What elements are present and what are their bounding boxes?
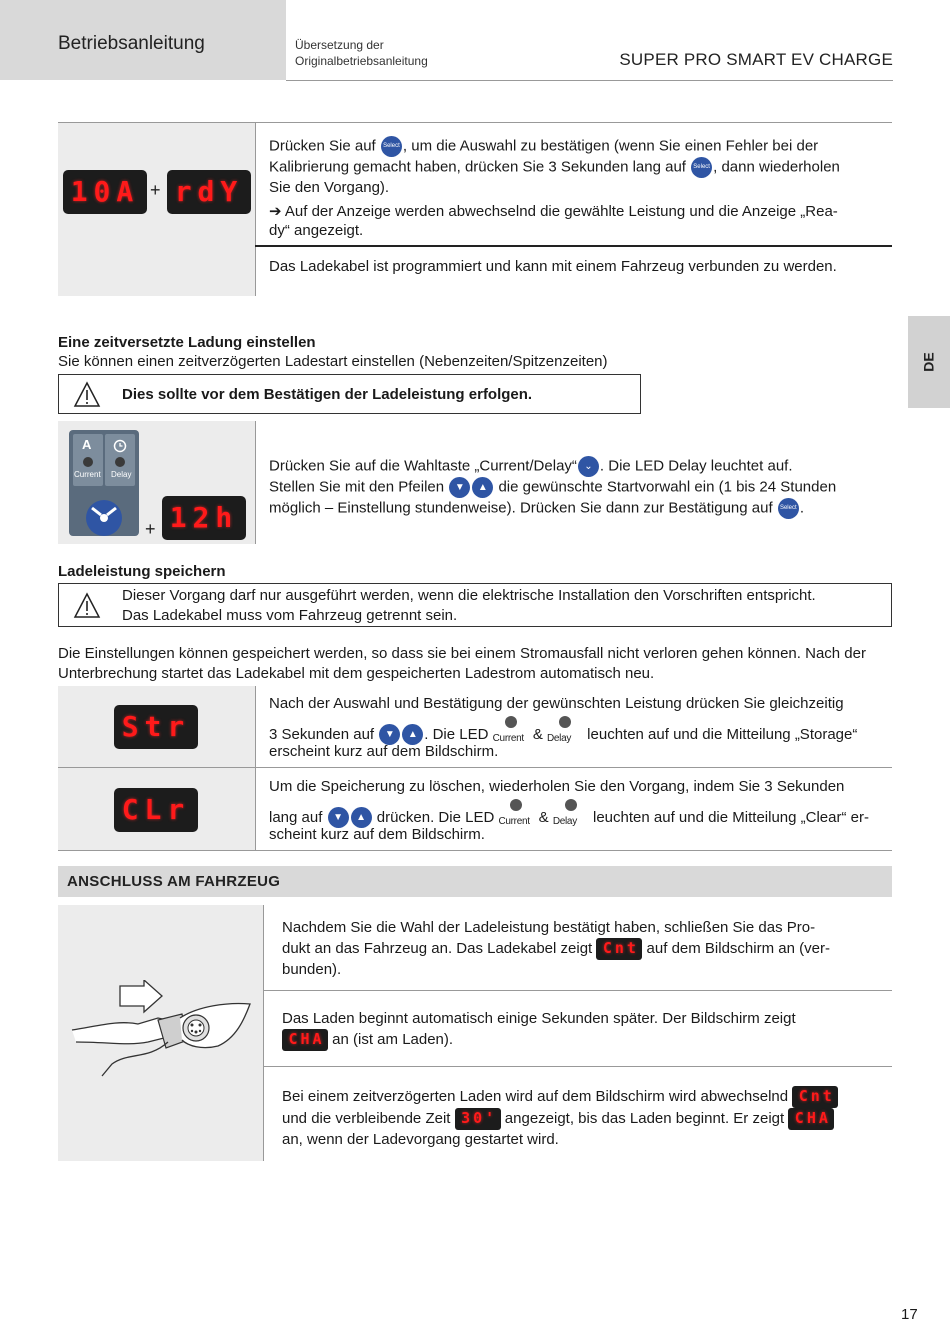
select-button-icon: Select	[691, 157, 712, 178]
instruction-confirm: Drücken Sie auf Select , um die Auswahl zu bestätigen (wenn Sie einen Fehler bei der Kalibrierung gemacht haben, drücken Sie 3 Sekunden lang auf Select , dann wiederholen Sie den Vorgang). ➔ Auf der Anzeige werden abwechselnd die gewählte Leistung und die Anzeige „Rea- dy“ angezeigt.	[269, 137, 840, 239]
store-instructions: Nach der Auswahl und Bestätigung der gewünschten Leistung drücken Sie gleichzeitig 3 Sekunden auf ▼ ▲ . Die LED Current & Delay leuchten auf und die Mitteilung „Storage“ erscheint kurz auf dem Bildschirm.	[269, 695, 858, 760]
plus-sign: +	[145, 519, 156, 539]
warning-text: Dies sollte vor dem Bestätigen der Ladeleistung erfolgen.	[122, 386, 533, 403]
display-30min: 30'	[455, 1108, 501, 1130]
section-title-delay: Eine zeitversetzte Ladung einstellen	[58, 334, 316, 351]
warning-icon	[73, 592, 101, 619]
led-current	[83, 457, 93, 467]
display-10a: 10A	[63, 170, 147, 214]
page-number: 17	[901, 1306, 918, 1323]
cell-divider	[263, 905, 264, 1161]
led-current-icon: Current	[498, 803, 534, 833]
clear-instructions: Um die Speicherung zu löschen, wiederholen Sie den Vorgang, indem Sie 3 Sekunden lang auf ▼ ▲ drücken. Die LED Current & Delay leuchten auf und die Mitteilung „Clear“ er- scheint kurz auf dem Bildschirm.	[269, 778, 869, 843]
arrow-down-icon: ▼	[449, 477, 470, 498]
arrow-up-icon: ▲	[402, 724, 423, 745]
select-button-icon: Select	[778, 498, 799, 519]
section-title-connect: ANSCHLUSS AM FAHRZEUG	[67, 873, 281, 890]
connect-step-3: Bei einem zeitverzögerten Laden wird auf dem Bildschirm wird abwechselnd Cnt und die verbleibende Zeit 30' angezeigt, bis das Laden beginnt. Er zeigt CHA an, wenn der Ladevorgang gestartet wird.	[282, 1086, 892, 1150]
display-cnt: Cnt	[792, 1086, 838, 1108]
select-button-icon: Select	[381, 136, 402, 157]
display-cha: CHA	[282, 1029, 328, 1051]
current-delay-icon: ⌄	[578, 456, 599, 477]
warning-box	[58, 583, 892, 627]
current-delay-button	[86, 500, 122, 536]
header-divider	[286, 80, 893, 81]
row-divider	[58, 850, 892, 851]
section-title-store: Ladeleistung speichern	[58, 563, 226, 580]
led-delay-icon: Delay	[553, 803, 589, 833]
arrow-down-icon: ▼	[379, 724, 400, 745]
display-str: Str	[114, 705, 198, 749]
connect-step-2: Das Laden beginnt automatisch einige Sekunden später. Der Bildschirm zeigt CHA an (ist am Laden).	[282, 1009, 892, 1051]
header-subtitle: Übersetzung der Originalbetriebsanleitung	[295, 38, 428, 68]
current-a-label: A	[82, 437, 92, 452]
panel-label-current: Current	[74, 470, 101, 479]
row-divider	[263, 1066, 892, 1067]
led-current-icon: Current	[493, 720, 529, 750]
arrow-up-icon: ▲	[351, 807, 372, 828]
led-delay-icon: Delay	[547, 720, 583, 750]
cell-divider	[255, 686, 256, 851]
display-clr: CLr	[114, 788, 198, 832]
warning-text: Dieser Vorgang darf nur ausgeführt werden, wenn die elektrische Installation den Vorschriften entspricht. Das Ladekabel muss vom Fahrzeug getrennt sein.	[122, 587, 816, 624]
delay-intro: Sie können einen zeitverzögerten Ladestart einstellen (Nebenzeiten/Spitzenzeiten)	[58, 353, 608, 370]
language-tab: DE	[908, 316, 950, 408]
clock-icon	[113, 439, 127, 453]
product-name: SUPER PRO SMART EV CHARGE	[619, 50, 893, 69]
delay-instructions: Drücken Sie auf die Wahltaste „Current/Delay“ ⌄ . Die LED Delay leuchtet auf. Stellen Sie mit den Pfeilen ▼ ▲ die gewünschte Startvorwahl ein (1 bis 24 Stunden möglich – Einstellung stundenweise). Drücken Sie dann zur Bestätigung auf Select .	[269, 456, 893, 519]
row-divider	[255, 245, 892, 247]
connect-step-1: Nachdem Sie die Wahl der Ladeleistung bestätigt haben, schließen Sie das Pro- dukt an das Fahrzeug an. Das Ladekabel zeigt Cnt auf dem Bildschirm an (ver- bunden).	[282, 919, 830, 978]
cable-programmed-note: Das Ladekabel ist programmiert und kann mit einem Fahrzeug verbunden zu werden.	[269, 258, 837, 275]
display-cha: CHA	[788, 1108, 834, 1130]
display-rdy: rdY	[167, 170, 251, 214]
store-intro: Die Einstellungen können gespeichert werden, so dass sie bei einem Stromausfall nicht verloren gehen können. Nach der Unterbrechung startet das Ladekabel mit dem gespeicherten Ladestrom automatisch neu.	[58, 645, 866, 682]
panel-label-delay: Delay	[111, 470, 132, 479]
row-divider	[263, 990, 892, 991]
arrow-down-icon: ▼	[328, 807, 349, 828]
selector-icon	[86, 500, 122, 536]
empty-cell	[58, 247, 255, 296]
row-divider	[58, 767, 892, 768]
led-delay	[115, 457, 125, 467]
cell-divider	[255, 421, 256, 544]
cell-divider	[255, 123, 256, 296]
display-cnt: Cnt	[596, 938, 642, 960]
display-12h: 12h	[162, 496, 246, 540]
arrow-up-icon: ▲	[472, 477, 493, 498]
plug-connection-illustration	[68, 980, 258, 1080]
section-band-connect	[58, 866, 892, 897]
page-title: Betriebsanleitung	[58, 33, 205, 54]
control-panel	[69, 430, 139, 536]
warning-box	[58, 374, 641, 414]
warning-icon	[73, 381, 101, 408]
plus-sign: +	[150, 180, 161, 200]
